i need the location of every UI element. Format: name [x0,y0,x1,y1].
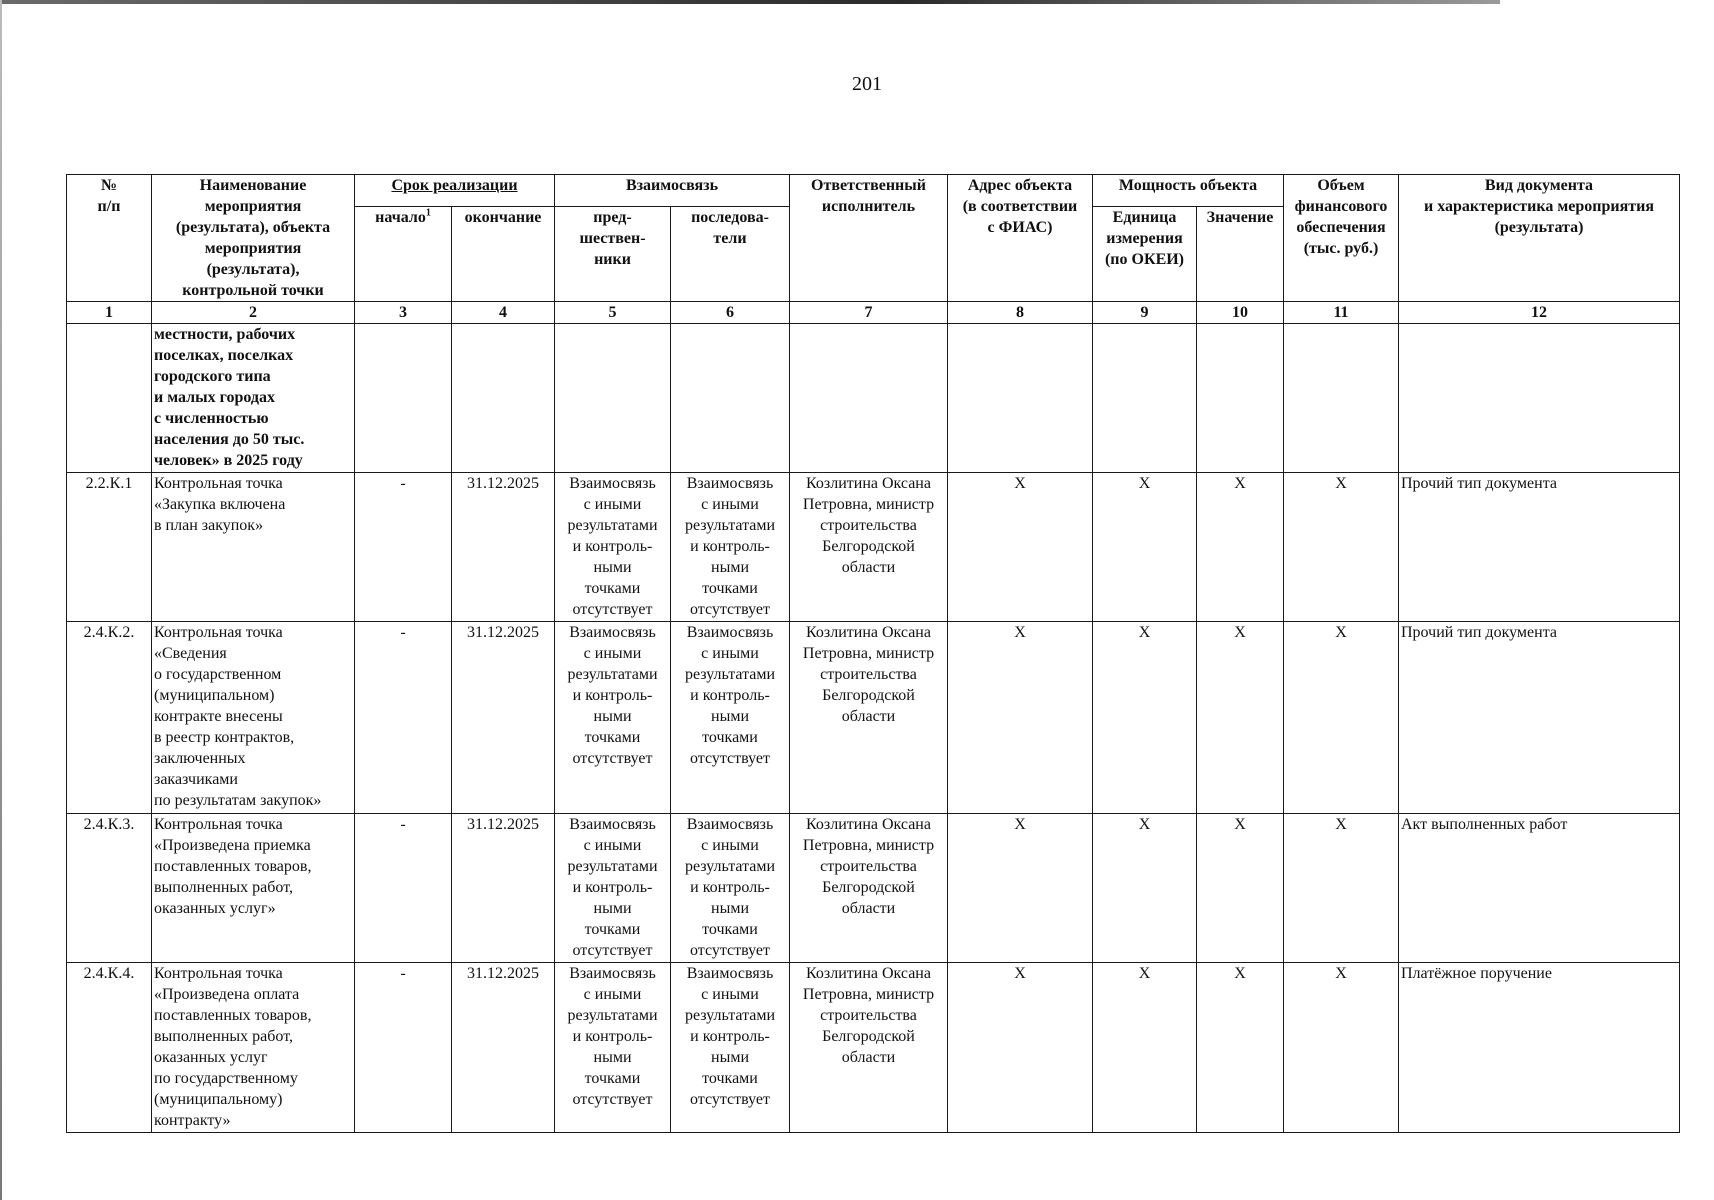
row-finance: X [1284,473,1399,622]
row-unit: X [1093,814,1197,963]
table-row [67,963,1680,1133]
col-number: 9 [1093,302,1197,324]
row-document: Прочий тип документа [1399,622,1680,814]
row-name: Контрольная точка «Закупка включена в план закупок» [152,473,355,622]
row-predecessors: Взаимосвязь с иными результатами и контроль- ными точками отсутствует [555,963,671,1133]
cell-empty [1197,324,1284,473]
row-start: - [355,622,452,814]
row-unit: X [1093,622,1197,814]
col-number: 12 [1399,302,1680,324]
col-number: 2 [152,302,355,324]
continuation-text: местности, рабочих поселках, поселках городского типа и малых городах с численностью населения до 50 тыс. человек» в 2025 году [152,324,355,473]
col-number: 6 [671,302,790,324]
header-srok: Срок реализации [355,175,555,207]
cell-empty [790,324,948,473]
row-start: - [355,473,452,622]
col-number: 4 [452,302,555,324]
row-unit: X [1093,963,1197,1133]
row-successors: Взаимосвязь с иными результатами и контроль- ными точками отсутствует [671,622,790,814]
col-number: 1 [67,302,152,324]
cell-empty [1093,324,1197,473]
row-address: X [948,963,1093,1133]
col-number: 5 [555,302,671,324]
row-end: 31.12.2025 [452,622,555,814]
row-end: 31.12.2025 [452,963,555,1133]
row-successors: Взаимосвязь с иными результатами и контроль- ными точками отсутствует [671,963,790,1133]
header-start: начало$^1$ [355,207,452,302]
row-value: X [1197,963,1284,1133]
row-address: X [948,622,1093,814]
row-name: Контрольная точка «Произведена оплата поставленных товаров, выполненных работ, оказанных услуг по государственному (муниципальному) контракту» [152,963,355,1133]
cell-empty [452,324,555,473]
header-vzaim: Взаимосвязь [555,175,790,207]
row-address: X [948,473,1093,622]
header-end: окончание [452,207,555,302]
header-finance: Объем финансового обеспечения (тыс. руб.) [1284,175,1399,302]
col-number: 3 [355,302,452,324]
row-start: - [355,814,452,963]
row-successors: Взаимосвязь с иными результатами и контроль- ными точками отсутствует [671,473,790,622]
col-number: 11 [1284,302,1399,324]
row-address: X [948,814,1093,963]
cell-empty [555,324,671,473]
row-predecessors: Взаимосвязь с иными результатами и контроль- ными точками отсутствует [555,814,671,963]
column-number-row [67,302,1680,324]
row-responsible: Козлитина Оксана Петровна, министр строительства Белгородской области [790,473,948,622]
row-number: 2.4.К.4. [67,963,152,1133]
row-number: 2.4.К.2. [67,622,152,814]
row-value: X [1197,814,1284,963]
scan-top-border [0,0,1500,4]
row-predecessors: Взаимосвязь с иными результатами и контроль- ными точками отсутствует [555,622,671,814]
header-address: Адрес объекта (в соответствии с ФИАС) [948,175,1093,302]
row-value: X [1197,473,1284,622]
header-predecessors: пред- шествен- ники [555,207,671,302]
header-otv: Ответственный исполнитель [790,175,948,302]
page-number: 201 [852,73,882,95]
header-value: Значение [1197,207,1284,302]
row-start: - [355,963,452,1133]
row-finance: X [1284,963,1399,1133]
col-number: 8 [948,302,1093,324]
row-responsible: Козлитина Оксана Петровна, министр строительства Белгородской области [790,963,948,1133]
col-number: 7 [790,302,948,324]
row-number: 2.4.К.3. [67,814,152,963]
row-document: Платёжное поручение [1399,963,1680,1133]
cell-empty [67,324,152,473]
header-power: Мощность объекта [1093,175,1284,207]
row-document: Прочий тип документа [1399,473,1680,622]
row-responsible: Козлитина Оксана Петровна, министр строительства Белгородской области [790,622,948,814]
header-document: Вид документа и характеристика мероприятия (результата) [1399,175,1680,302]
table-row-continuation [67,324,1680,473]
footnote-mark: 1 [425,208,431,220]
scan-left-edge [0,0,2,1200]
table-row [67,814,1680,963]
header-row-1 [67,175,1680,207]
row-end: 31.12.2025 [452,814,555,963]
header-name: Наименование мероприятия (результата), объекта мероприятия (результата), контрольной точки [152,175,355,302]
row-responsible: Козлитина Оксана Петровна, министр строительства Белгородской области [790,814,948,963]
row-finance: X [1284,622,1399,814]
header-successors: последова- тели [671,207,790,302]
col-number: 10 [1197,302,1284,324]
row-unit: X [1093,473,1197,622]
row-predecessors: Взаимосвязь с иными результатами и контроль- ными точками отсутствует [555,473,671,622]
row-end: 31.12.2025 [452,473,555,622]
row-value: X [1197,622,1284,814]
row-document: Акт выполненных работ [1399,814,1680,963]
cell-empty [1284,324,1399,473]
table-row [67,622,1680,814]
row-number: 2.2.К.1 [67,473,152,622]
cell-empty [355,324,452,473]
table-row [67,473,1680,622]
header-number: № п/п [67,175,152,302]
header-unit: Единица измерения (по ОКЕИ) [1093,207,1197,302]
row-finance: X [1284,814,1399,963]
row-name: Контрольная точка «Сведения о государственном (муниципальном) контракте внесены в реестр контрактов, заключенных заказчиками по результатам закупок» [152,622,355,814]
row-successors: Взаимосвязь с иными результатами и контроль- ными точками отсутствует [671,814,790,963]
cell-empty [671,324,790,473]
row-name: Контрольная точка «Произведена приемка поставленных товаров, выполненных работ, оказанных услуг» [152,814,355,963]
control-points-table [66,174,1680,1133]
cell-empty [948,324,1093,473]
cell-empty [1399,324,1680,473]
